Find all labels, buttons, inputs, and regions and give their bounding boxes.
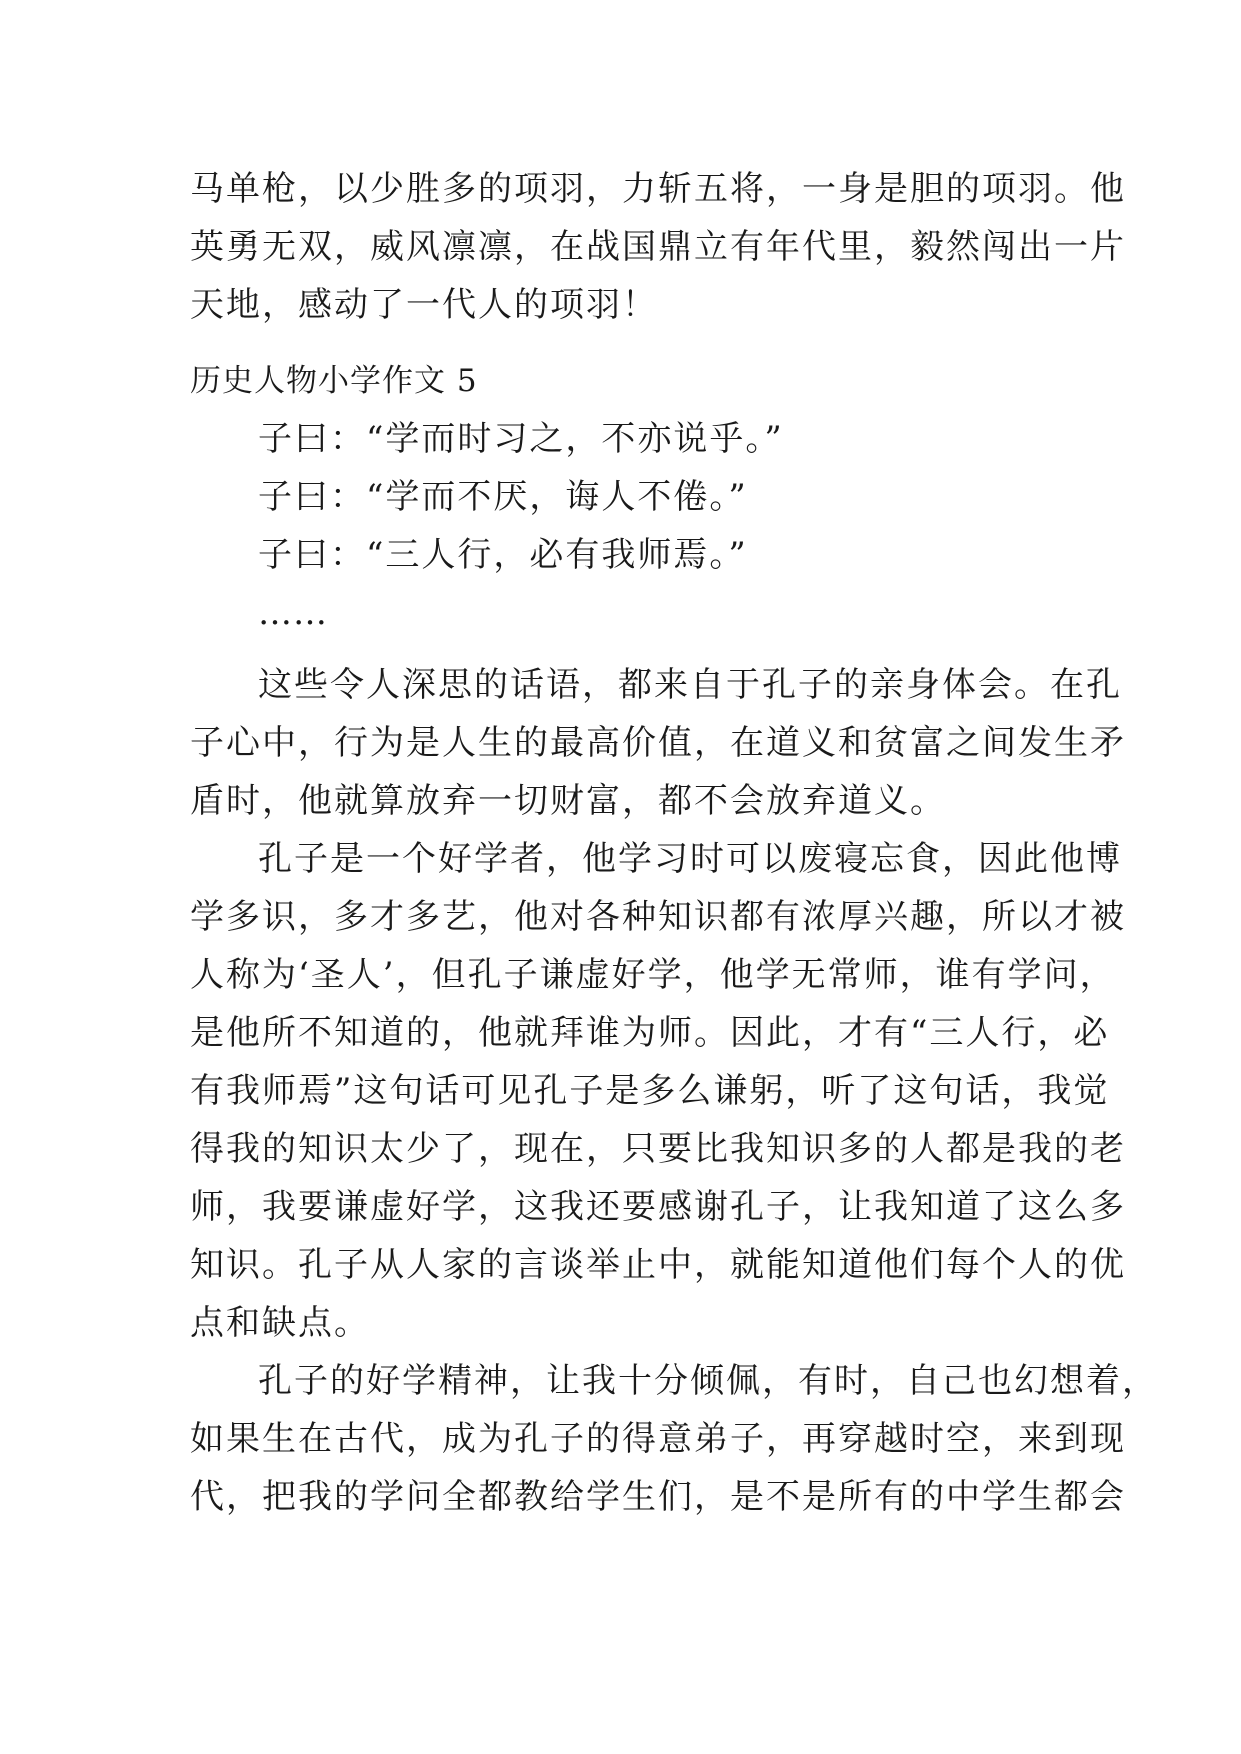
continuation-paragraph	[190, 160, 1126, 334]
text-line: 孔子是一个好学者，他学习时可以废寝忘食，因此他博	[258, 839, 1122, 879]
text-line: 人称为‘圣人’，但孔子谦虚好学，他学无常师，谁有学问，	[190, 955, 1116, 995]
text-line: 点和缺点。	[190, 1303, 370, 1343]
paragraph-2	[190, 830, 1126, 1352]
text-line: 这些令人深思的话语，都来自于孔子的亲身体会。在孔	[258, 665, 1122, 705]
paragraph-1	[190, 656, 1126, 830]
text-line: 子心中，行为是人生的最高价值，在道义和贫富之间发生矛	[190, 723, 1126, 763]
ellipsis: ……	[258, 593, 328, 633]
text-line: 盾时，他就算放弃一切财富，都不会放弃道义。	[190, 781, 946, 821]
section-body	[190, 352, 1158, 1526]
text-line: 知识。孔子从人家的言谈举止中，就能知道他们每个人的优	[190, 1245, 1126, 1285]
quote-line: 子曰：“学而不厌，诲人不倦。”	[258, 477, 748, 517]
quote-line: 子曰：“学而时习之，不亦说乎。”	[258, 419, 784, 459]
section-title: 历史人物小学作文 5	[190, 363, 478, 399]
text-line: 有我师焉”这句话可见孔子是多么谦躬，听了这句话，我觉	[190, 1071, 1110, 1111]
text-line: 学多识，多才多艺，他对各种知识都有浓厚兴趣，所以才被	[190, 897, 1126, 937]
quote-line: 子曰：“三人行，必有我师焉。”	[258, 535, 748, 575]
text-line: 天地，感动了一代人的项羽！	[190, 285, 658, 325]
text-line: 得我的知识太少了，现在，只要比我知识多的人都是我的老	[190, 1129, 1126, 1169]
text-line: 孔子的好学精神，让我十分倾佩，有时，自己也幻想着，	[258, 1361, 1158, 1401]
paragraph-3	[190, 1352, 1158, 1526]
text-line: 英勇无双，威风凛凛，在战国鼎立有年代里，毅然闯出一片	[190, 227, 1126, 267]
text-line: 代，把我的学问全都教给学生们，是不是所有的中学生都会	[190, 1477, 1126, 1517]
text-line: 是他所不知道的，他就拜谁为师。因此，才有“三人行，必	[190, 1013, 1110, 1053]
text-line: 师，我要谦虚好学，这我还要感谢孔子，让我知道了这么多	[190, 1187, 1126, 1227]
text-line: 马单枪，以少胜多的项羽，力斩五将，一身是胆的项羽。他	[190, 169, 1126, 209]
text-line: 如果生在古代，成为孔子的得意弟子，再穿越时空，来到现	[190, 1419, 1126, 1459]
